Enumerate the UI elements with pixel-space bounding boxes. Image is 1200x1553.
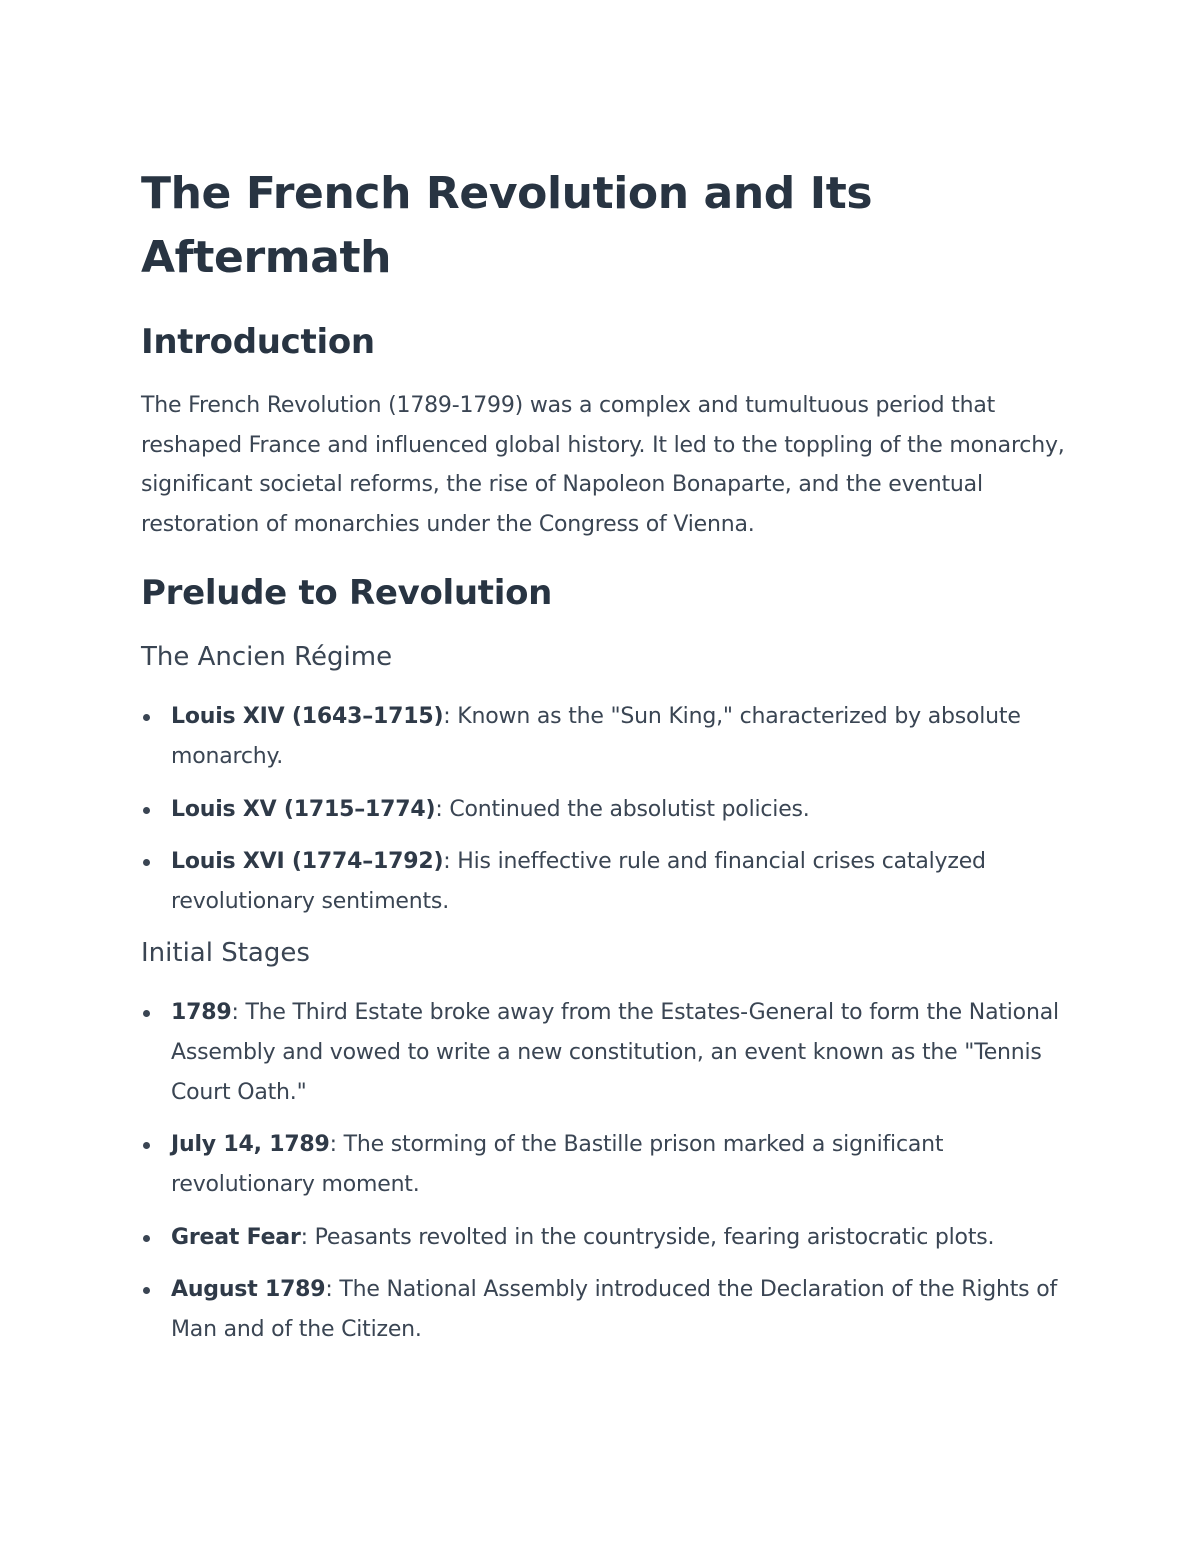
introduction-paragraph: The French Revolution (1789-1799) was a complex and tumultuous period that reshaped France and influenced global history. It led to the toppling of the monarchy, significant societal reforms, the rise of Napoleon Bonaparte, and the eventual restoration of monarchies under the Congress of Vienna.	[141, 393, 1065, 537]
heading-introduction: Introduction	[141, 322, 375, 362]
bullet-icon	[143, 807, 150, 814]
bullet-icon	[143, 1010, 150, 1017]
list-item-term: Louis XIV (1643–1715)	[171, 704, 444, 729]
list-item-text: : The National Assembly introduced the Declaration of the Rights of Man and of the Citizen.	[171, 1277, 1058, 1342]
list-item-term: Great Fear	[171, 1224, 301, 1250]
list-item-text: : The Third Estate broke away from the Estates-General to form the National Assembly and vowed to write a new constitution, an event known as the "Tennis Court Oath."	[171, 999, 1059, 1105]
bullet-icon	[143, 1287, 150, 1294]
list-item-term: August 1789	[171, 1277, 326, 1302]
list-item	[141, 790, 1066, 830]
bullet-icon	[143, 714, 150, 721]
list-item	[141, 842, 1066, 922]
list-item-term: Louis XVI (1774–1792)	[171, 849, 444, 874]
list-item	[141, 993, 1066, 1113]
heading-prelude-to-revolution: Prelude to Revolution	[141, 573, 553, 613]
list-item-term: 1789	[171, 999, 232, 1025]
bullet-icon	[143, 1142, 150, 1149]
document-title: The French Revolution and Its Aftermath	[141, 168, 873, 283]
list-item	[141, 1218, 1066, 1258]
list-item-text: : Continued the absolutist policies.	[435, 796, 810, 822]
initial-stages-list	[141, 993, 1066, 1351]
list-item-text: : Known as the "Sun King," characterized by absolute monarchy.	[171, 704, 1021, 769]
list-item	[141, 1125, 1066, 1205]
list-item-term: July 14, 1789	[171, 1132, 330, 1157]
list-item	[141, 697, 1066, 777]
bullet-icon	[143, 859, 150, 866]
list-item-text: : Peasants revolted in the countryside, fearing aristocratic plots.	[300, 1224, 995, 1250]
subheading-initial-stages: Initial Stages	[141, 937, 310, 968]
bullet-icon	[143, 1235, 150, 1242]
list-item-term: Louis XV (1715–1774)	[171, 796, 436, 822]
list-item-text: : The storming of the Bastille prison marked a significant revolutionary moment.	[171, 1132, 944, 1197]
subheading-ancien-regime: The Ancien Régime	[141, 642, 393, 672]
list-item	[141, 1270, 1066, 1350]
document-page	[141, 162, 1066, 1363]
ancien-regime-list	[141, 697, 1066, 922]
list-item-text: : His ineffective rule and financial crises catalyzed revolutionary sentiments.	[171, 849, 986, 914]
